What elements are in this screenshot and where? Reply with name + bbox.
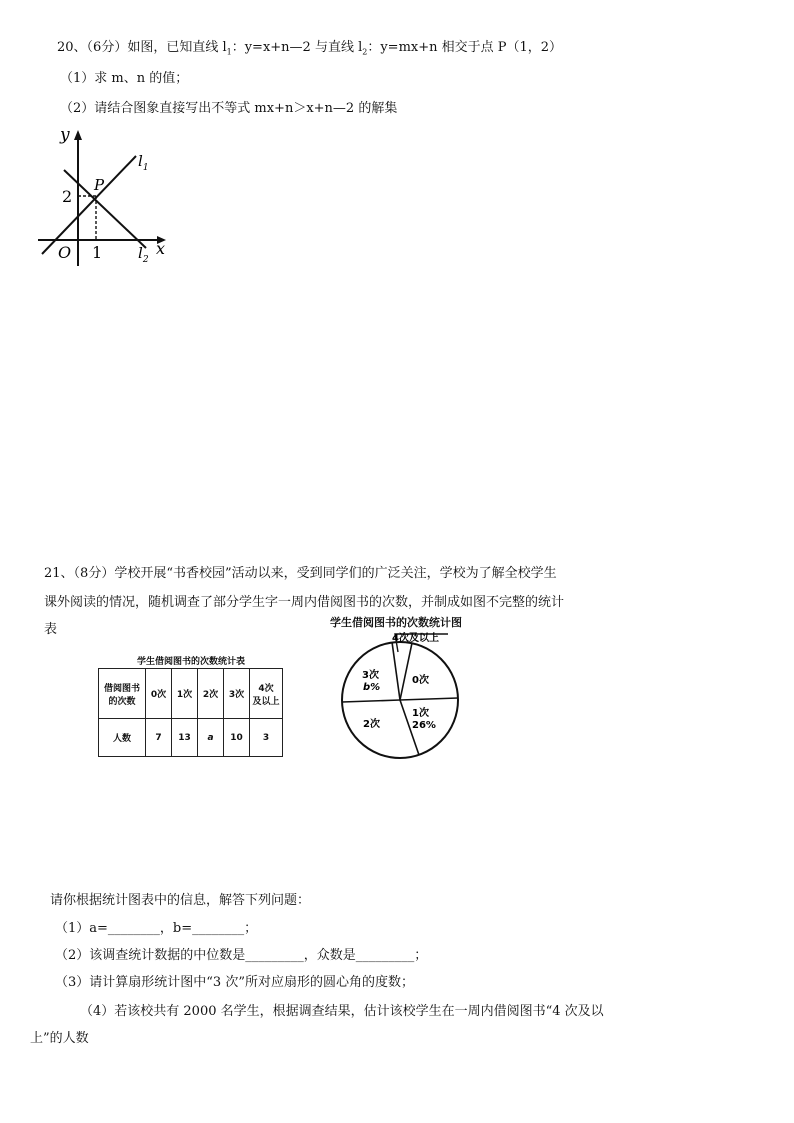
q21-line3: 表	[44, 622, 58, 637]
pie-label-1-pct: 26%	[412, 720, 436, 731]
y-tick-label: 2	[62, 187, 73, 206]
q21-part3: （3）请计算扇形统计图中“3 次”所对应扇形的圆心角的度数；	[55, 975, 414, 990]
pie-label-0: 0次	[412, 675, 429, 686]
l1-label: $l_1$	[138, 152, 149, 173]
table-header-cell: 2次	[198, 669, 224, 719]
pie-divider	[400, 698, 458, 700]
stats-table	[98, 668, 283, 757]
q21-ask: 请你根据统计图表中的信息，解答下列问题：	[50, 893, 311, 908]
table-header-cell: 0次	[146, 669, 172, 719]
y-axis-arrow-icon	[74, 130, 82, 140]
l2-label: $l_2$	[138, 244, 149, 265]
pie-divider	[392, 642, 400, 700]
pie-label-3: 3次	[362, 670, 379, 681]
table-header-cell: 3次	[224, 669, 250, 719]
q20-part1: （1）求 m、n 的值；	[60, 71, 189, 86]
pie-label-4plus: 4次及以上	[392, 633, 439, 644]
table-header-row	[99, 669, 283, 719]
x-tick-label: 1	[92, 243, 103, 262]
q21-part2: （2）该调查统计数据的中位数是_________，众数是_________；	[55, 948, 428, 963]
table-header-cell: 4次 及以上	[250, 669, 283, 719]
pie-label-3-pct: b%	[363, 682, 381, 693]
table-cell: 7	[146, 719, 172, 757]
table-header-cell: 1次	[172, 669, 198, 719]
origin-label: O	[58, 243, 72, 262]
q21-part4: （4）若该校共有 2000 名学生，根据调查结果，估计该校学生在一周内借阅图书“4 次及以	[80, 1004, 604, 1019]
pie-divider	[342, 700, 400, 702]
q21-part4-cont: 上”的人数	[30, 1031, 89, 1046]
stats-table-title: 学生借阅图书的次数统计表	[136, 657, 245, 667]
table-cell: 10	[224, 719, 250, 757]
table-cell: 3	[250, 719, 283, 757]
table-row	[99, 719, 283, 757]
table-cell: 13	[172, 719, 198, 757]
table-row-label: 人数	[99, 719, 146, 757]
pie-divider	[400, 643, 412, 700]
q21-part1: （1）a=________，b=________；	[55, 921, 258, 936]
q20-part2: （2）请结合图象直接写出不等式 mx+n＞x+n—2 的解集	[60, 101, 398, 116]
table-cell: a	[198, 719, 224, 757]
line-l2	[64, 170, 146, 248]
pie-chart	[330, 630, 470, 762]
q21-line1: 21、（8分）学校开展“书香校园”活动以来，受到同学们的广泛关注，学校为了解全校学生	[44, 566, 557, 581]
y-axis-label: y	[60, 125, 70, 145]
q21-line2: 课外阅读的情况，随机调查了部分学生字一周内借阅图书的次数，并制成如图不完整的统计	[44, 595, 565, 610]
x-axis-label: x	[156, 239, 166, 258]
table-header-label: 借阅图书 的次数	[99, 669, 146, 719]
pie-label-1: 1次	[412, 708, 429, 719]
q20-stem: 20、（6分）如图，已知直线 $l_1$：y=x+n—2 与直线 $l_2$：y=mx+n 相交于点 P（1，2）	[57, 40, 563, 57]
q20-function-graph	[38, 124, 178, 266]
pie-label-2: 2次	[363, 719, 380, 730]
point-p-label: P	[94, 176, 105, 194]
pie-chart-title: 学生借阅图书的次数统计图	[330, 616, 462, 629]
